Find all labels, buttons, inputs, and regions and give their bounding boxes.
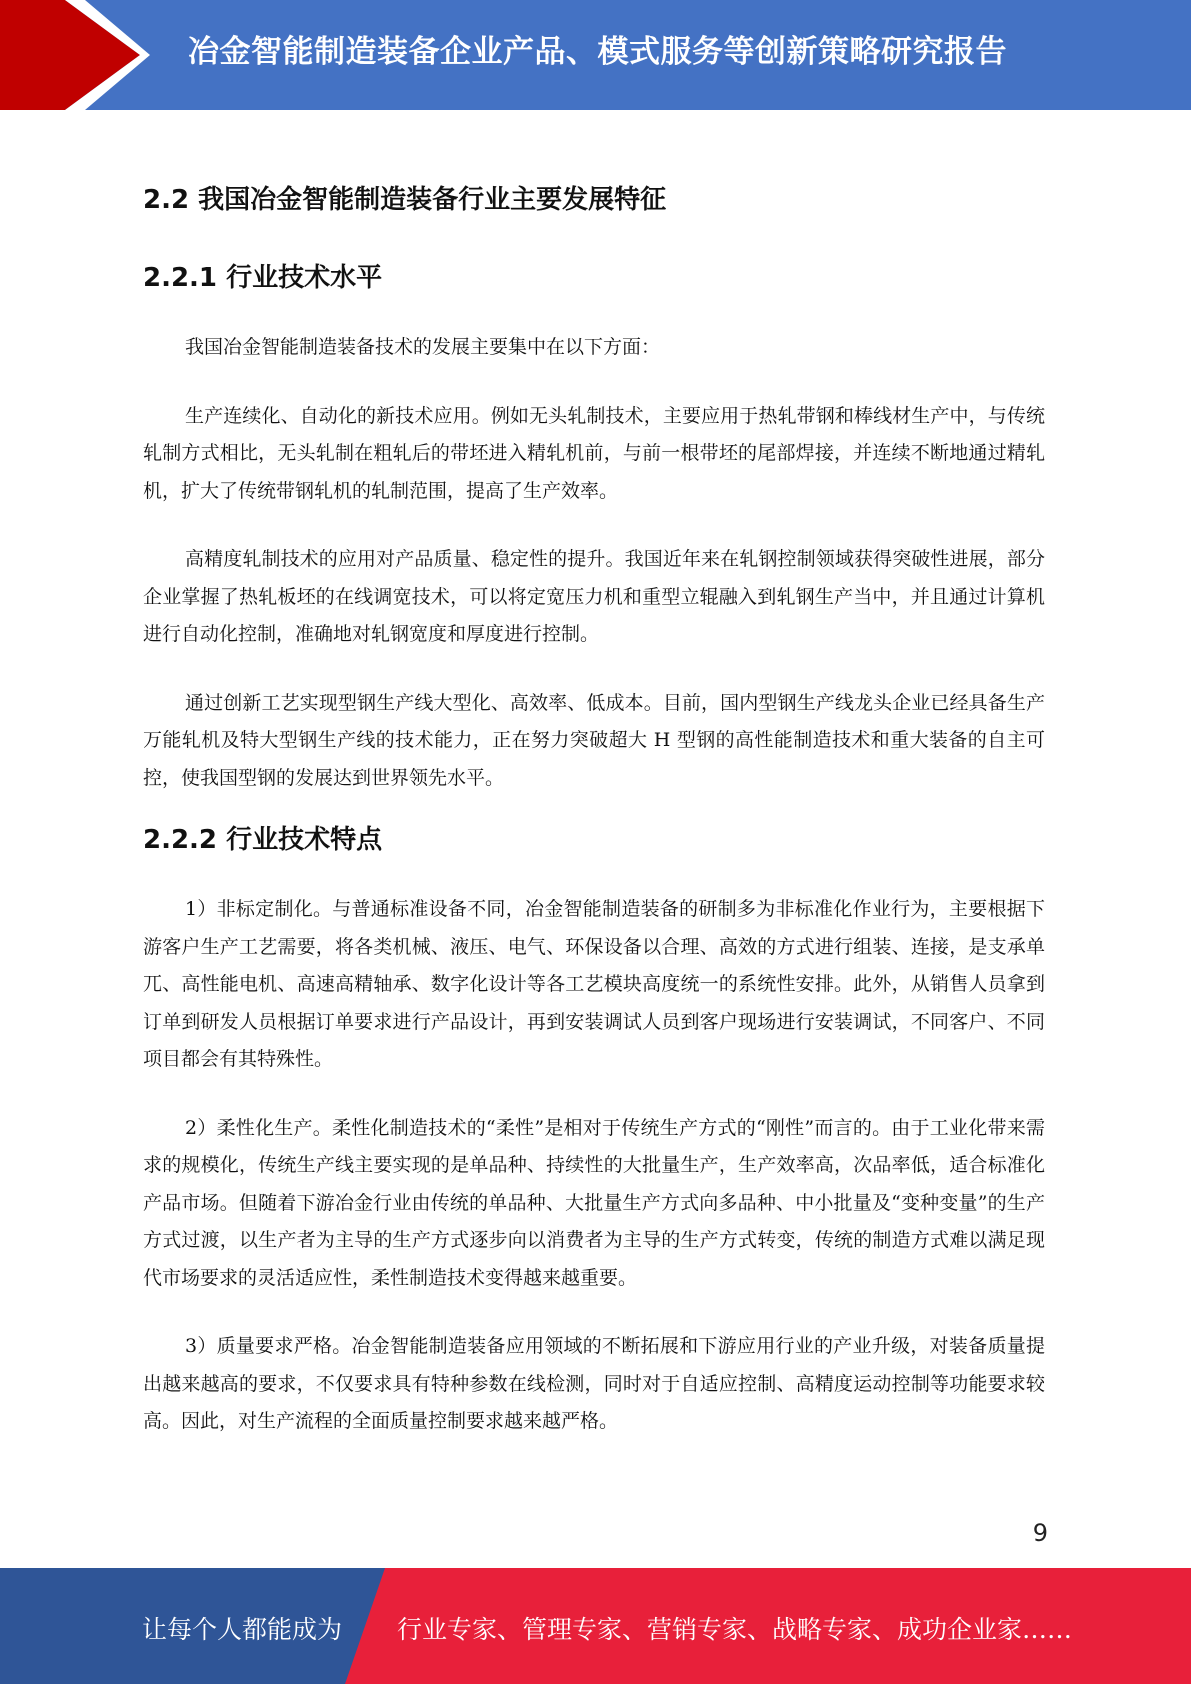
section-title: 2.2 我国冶金智能制造装备行业主要发展特征 [143,185,667,215]
footer-slogan-right: 行业专家、管理专家、营销专家、战略专家、成功企业家…… [397,1615,1073,1644]
subsection-title-tech-level: 2.2.1 行业技术水平 [143,263,383,293]
main-content [143,175,1045,1472]
page-header [0,0,1191,110]
paragraph: 3）质量要求严格。冶金智能制造装备应用领域的不断拓展和下游应用行业的产业升级，对装备质量提出越来越高的要求，不仅要求具有特种参数在线检测，同时对于自适应控制、高精度运动控制等功能要求较高。因此，对生产流程的全面质量控制要求越来越严格。 [143,1335,1045,1432]
paragraph: 我国冶金智能制造装备技术的发展主要集中在以下方面： [185,336,661,358]
paragraph: 2）柔性化生产。柔性化制造技术的“柔性”是相对于传统生产方式的“刚性”而言的。由于工业化带来需求的规模化，传统生产线主要实现的是单品种、持续性的大批量生产，生产效率高，次品率低，适合标准化产品市场。但随着下游冶金行业由传统的单品种、大批量生产方式向多品种、中小批量及“变种变量”的生产方式过渡，以生产者为主导的生产方式逐步向以消费者为主导的生产方式转变，传统的制造方式难以满足现代市场要求的灵活适应性，柔性制造技术变得越来越重要。 [143,1116,1045,1289]
paragraph: 生产连续化、自动化的新技术应用。例如无头轧制技术，主要应用于热轧带钢和棒线材生产中，与传统轧制方式相比，无头轧制在粗轧后的带坯进入精轧机前，与前一根带坯的尾部焊接，并连续不断地通过精轧机，扩大了传统带钢轧机的轧制范围，提高了生产效率。 [143,404,1045,502]
page-footer [0,1568,1191,1684]
subsection-title-tech-features: 2.2.2 行业技术特点 [143,825,383,855]
paragraph: 1）非标定制化。与普通标准设备不同，冶金智能制造装备的研制多为非标准化作业行为，主要根据下游客户生产工艺需要，将各类机械、液压、电气、环保设备以合理、高效的方式进行组装、连接，是支承单兀、高性能电机、高速高精轴承、数字化设计等各工艺模块高度统一的系统性安排。此外，从销售人员拿到订单到研发人员根据订单要求进行产品设计，再到安装调试人员到客户现场进行安装调试，不同客户、不同项目都会有其特殊性。 [143,898,1045,1070]
paragraph: 高精度轧制技术的应用对产品质量、稳定性的提升。我国近年来在轧钢控制领域获得突破性进展，部分企业掌握了热轧板坯的在线调宽技术，可以将定宽压力机和重型立辊融入到轧钢生产当中，并且通过计算机进行自动化控制，准确地对轧钢宽度和厚度进行控制。 [143,548,1045,645]
paragraph: 通过创新工艺实现型钢生产线大型化、高效率、低成本。目前，国内型钢生产线龙头企业已经具备生产万能轧机及特大型钢生产线的技术能力，正在努力突破超大 H 型钢的高性能制造技术和重大装备的自主可控，使我国型钢的发展达到世界领先水平。 [143,691,1045,789]
report-title: 冶金智能制造装备企业产品、模式服务等创新策略研究报告 [188,34,1007,70]
page-number: 9 [1032,1519,1048,1547]
footer-slogan-left: 让每个人都能成为 [142,1615,343,1644]
